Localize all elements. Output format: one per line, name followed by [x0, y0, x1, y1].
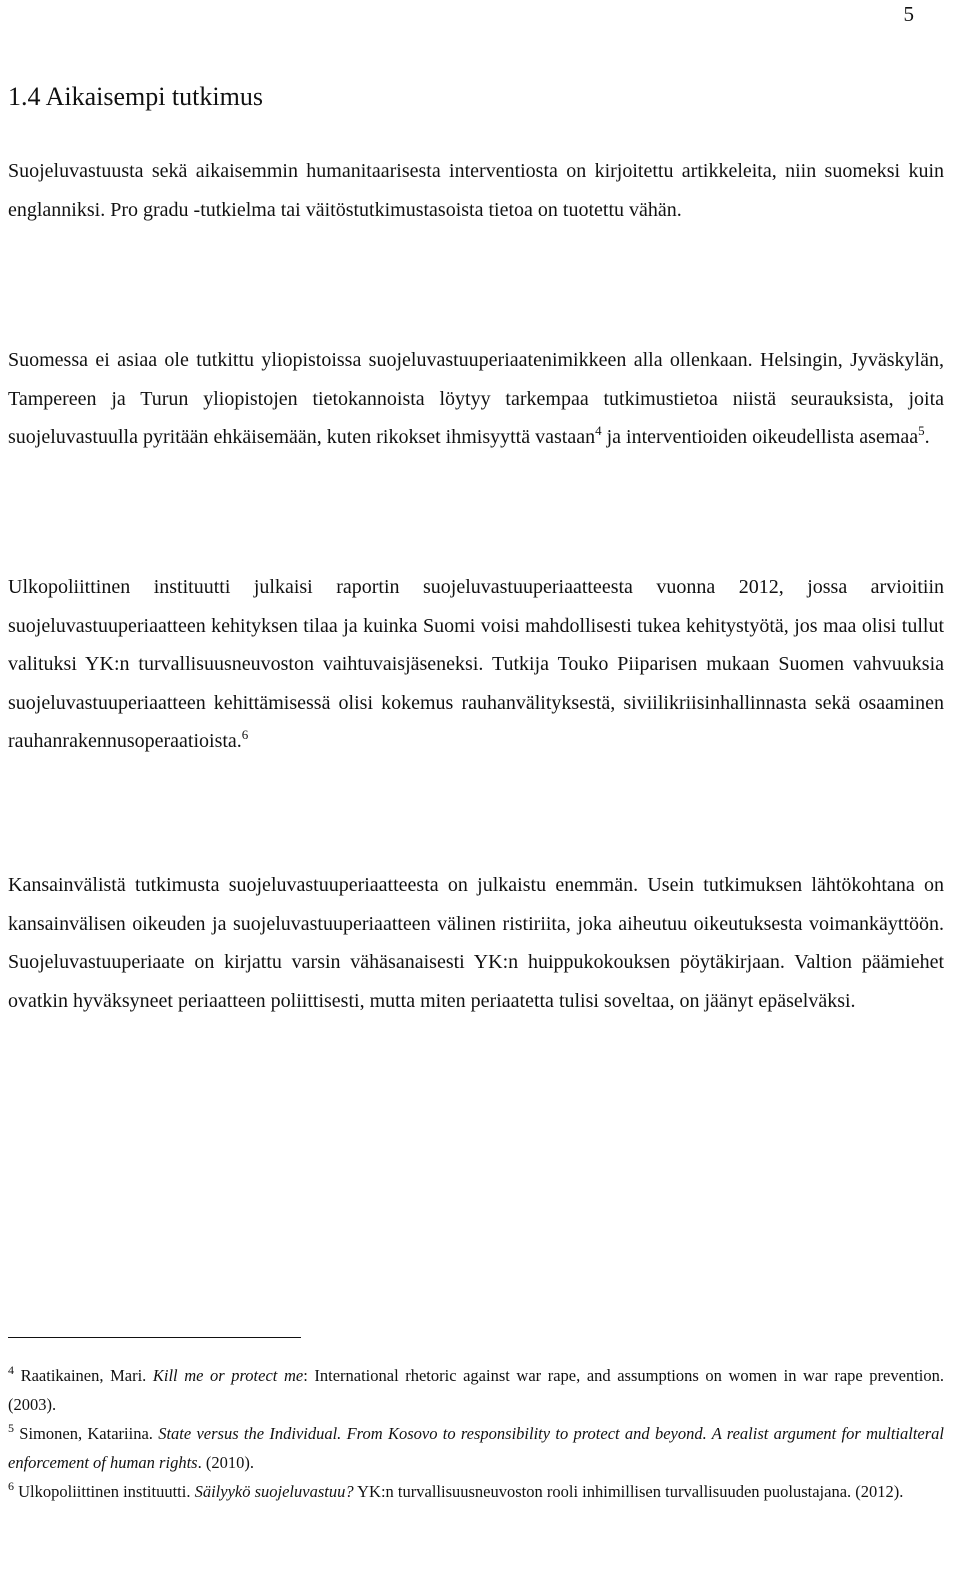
- footnote-number: 5: [8, 1421, 14, 1435]
- footnotes: [8, 1361, 944, 1506]
- footnote-number: 4: [8, 1363, 14, 1377]
- footnote-separator: [8, 1337, 301, 1338]
- footnote-author: Ulkopoliittinen instituutti.: [18, 1482, 195, 1501]
- paragraph-4: Kansainvälistä tutkimusta suojeluvastuuperiaatteesta on julkaistu enemmän. Usein tutkimuksen lähtökohtana on kansainvälisen oikeuden ja suojeluvastuuperiaatteen välinen ristiriita, joka aiheutuu oikeutuksesta voimankäyttöön. Suojeluvastuuperiaate on kirjattu varsin vähäsanaisesti YK:n huippukokouksen pöytäkirjaan. Valtion päämiehet ovatkin hyväksyneet periaatteen poliittisesti, mutta miten periaatetta tulisi soveltaa, on jäänyt epäselväksi.: [8, 874, 944, 1012]
- paragraph-1: Suojeluvastuusta sekä aikaisemmin humanitaarisesta interventiosta on kirjoitettu artikkeleita, niin suomeksi kuin englanniksi. Pro gradu -tutkielma tai väitöstutkimustasoista tietoa on tuotettu vähän.: [8, 160, 944, 221]
- paragraph-2: [8, 341, 944, 457]
- paragraph-3: [8, 568, 944, 761]
- footnote-ref-4[interactable]: 4: [595, 423, 602, 438]
- paragraph-3-text: Ulkopoliittinen instituutti julkaisi raportin suojeluvastuuperiaatteesta vuonna 2012, jossa arvioitiin suojeluvastuuperiaatteen kehityksen tilaa ja kuinka Suomi voisi mahdollisesti tukea kehitystyötä, jos maa olisi tullut valituksi YK:n turvallisuusneuvoston vaihtuvaisjäseneksi. Tutkija Touko Piiparisen mukaan Suomen vahvuuksia suojeluvastuuperiaatteen kehittämisessä olisi kokemus rauhanvälityksestä, siviilikriisinhallinnasta sekä osaaminen rauhanrakennusoperaatioista.: [8, 576, 944, 752]
- footnote-6: [8, 1477, 944, 1506]
- paragraph-2-text-a: Suomessa ei asiaa ole tutkittu yliopistoissa suojeluvastuuperiaatenimikkeen alla ollenkaan. Helsingin, Jyväskylän, Tampereen ja Turun yliopistojen tietokannoista löytyy tarkempaa tutkimustietoa niistä seurauksista, joita suojeluvastuulla pyritään ehkäisemään, kuten rikokset ihmisyyttä vastaan: [8, 349, 944, 448]
- footnote-title: Säilyykö suojeluvastuu?: [194, 1482, 354, 1501]
- footnote-number: 6: [8, 1479, 14, 1493]
- footnote-4: [8, 1361, 944, 1419]
- paragraph-2-text-c: .: [924, 426, 930, 448]
- footnote-title: State versus the Individual. From Kosovo to responsibility to protect and beyond. A realist argument for multialteral enforcement of human rights: [8, 1424, 945, 1472]
- footnote-5: [8, 1419, 944, 1477]
- footnote-author: Raatikainen, Mari.: [20, 1366, 153, 1385]
- footnote-author: Simonen, Katariina.: [19, 1424, 159, 1443]
- footnote-ref-6[interactable]: 6: [241, 727, 249, 742]
- footnote-rest: . (2010).: [197, 1453, 254, 1472]
- footnote-rest: YK:n turvallisuusneuvoston rooli inhimillisen turvallisuuden puolustajana. (2012).: [353, 1482, 904, 1501]
- paragraph-2-text-b: ja interventioiden oikeudellista asemaa: [601, 426, 919, 448]
- footnote-rest: : International rhetoric against war rape, and assumptions on women in war rape prevention. (2003).: [8, 1366, 944, 1414]
- footnote-ref-5[interactable]: 5: [918, 423, 925, 438]
- section-heading: 1.4 Aikaisempi tutkimus: [8, 82, 263, 111]
- page-number: 5: [903, 2, 914, 26]
- footnote-title: Kill me or protect me: [152, 1366, 304, 1385]
